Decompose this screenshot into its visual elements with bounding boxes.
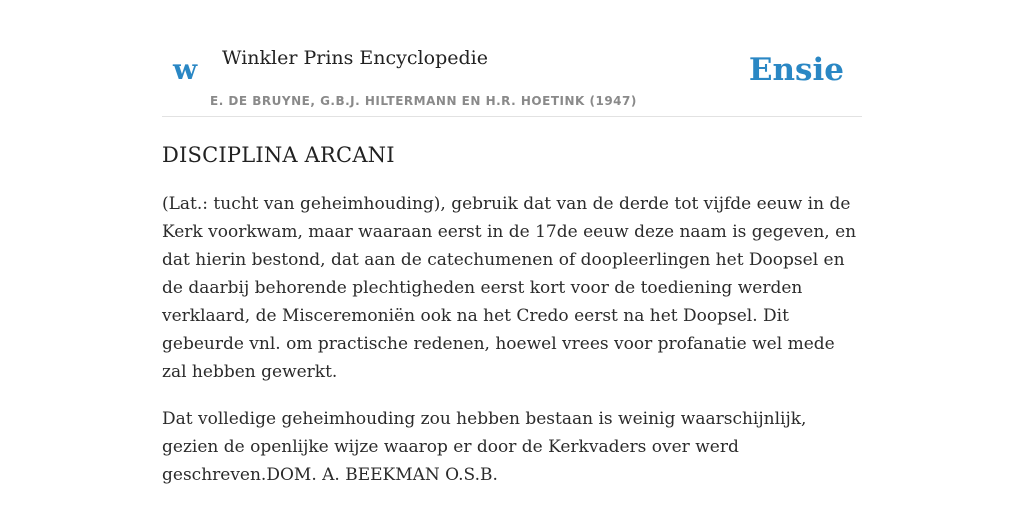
source-authors: E. DE BRUYNE, G.B.J. HILTERMANN EN H.R. HOETINK (1947) (210, 94, 637, 108)
entry-content (162, 136, 862, 508)
ensie-logo-link[interactable]: Ensie (748, 52, 844, 88)
source-logo-icon[interactable]: w (173, 53, 198, 86)
entry-body (162, 190, 862, 489)
entry-paragraph: Dat volledige geheimhouding zou hebben bestaan is weinig waarschijnlijk, gezien de openlijke wijze waarop er door de Kerkvaders over werd geschreven.DOM. A. BEEKMAN O.S.B. (162, 409, 807, 485)
entry-title: DISCIPLINA ARCANI (162, 143, 395, 167)
source-title-link[interactable]: Winkler Prins Encyclopedie (222, 47, 488, 69)
entry-paragraph: (Lat.: tucht van geheimhouding), gebruik dat van de derde tot vijfde eeuw in de Kerk voorkwam, maar waaraan eerst in de 17de eeuw deze naam is gegeven, en dat hierin bestond, dat aan de catechumenen of doopleerlingen het Doopsel en de daarbij behorende plechtigheden eerst kort voor de toediening werden verklaard, de Misceremoniën ook na het Credo eerst na het Doopsel. Dit gebeurde vnl. om practische redenen, hoewel vrees voor profanatie wel mede zal hebben gewerkt. (162, 194, 857, 382)
source-header (162, 0, 862, 117)
